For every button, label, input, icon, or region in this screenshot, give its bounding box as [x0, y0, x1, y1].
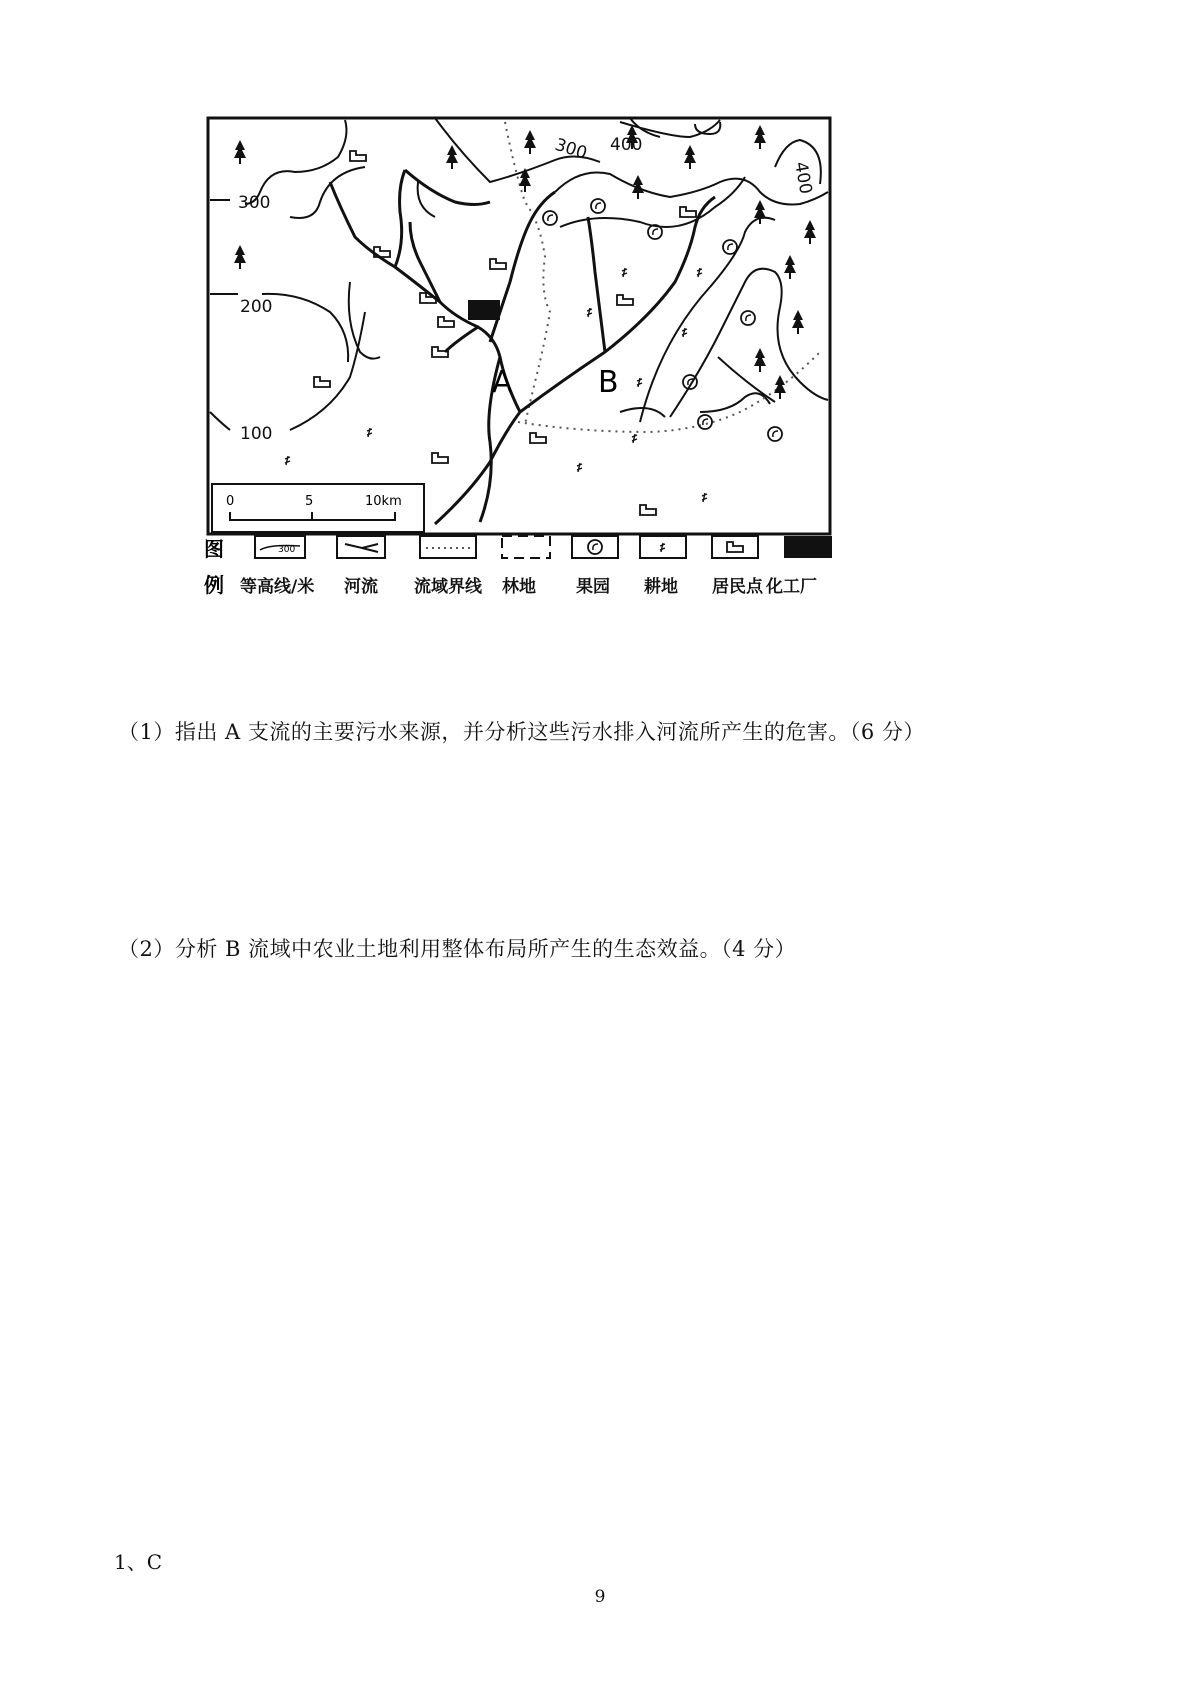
svg-text:5: 5 — [305, 494, 314, 509]
scale-bar — [212, 484, 424, 532]
svg-text:图: 图 — [204, 537, 224, 561]
svg-text:10km: 10km — [365, 494, 402, 509]
chemical-plant-icon — [784, 536, 832, 558]
question-1: （1）指出 A 支流的主要污水来源，并分析这些污水排入河流所产生的危害。（6 分） — [118, 720, 925, 744]
contour-label: 400 — [790, 160, 816, 196]
orchard-icon — [572, 536, 618, 558]
question-2: （2）分析 B 流域中农业土地利用整体布局所产生的生态效益。（4 分） — [118, 937, 797, 961]
legend-label: 流域界线 — [414, 577, 482, 597]
svg-text:0: 0 — [226, 494, 235, 509]
contour-label: 100 — [240, 424, 273, 444]
settlement-symbols — [314, 151, 696, 515]
contour-label: 200 — [240, 297, 273, 317]
svg-text:例: 例 — [204, 573, 224, 597]
answer-line: 1、C — [114, 1550, 163, 1574]
watershed-boundaries — [505, 122, 820, 432]
watershed-map — [200, 112, 920, 652]
rivers — [330, 170, 715, 524]
map-frame — [208, 118, 830, 534]
legend-label: 果园 — [576, 577, 610, 597]
contour-line-icon — [255, 536, 305, 558]
contour-lines — [210, 118, 828, 430]
orchard-symbols — [543, 199, 782, 441]
legend-label: 居民点 — [712, 577, 763, 597]
branch-label-a: A — [492, 365, 513, 400]
svg-text:300: 300 — [278, 545, 296, 555]
branch-label-b: B — [598, 365, 619, 400]
river-icon — [337, 536, 385, 558]
settlement-icon — [712, 536, 758, 558]
watershed-boundary-icon — [420, 536, 476, 558]
legend-label: 河流 — [344, 577, 378, 597]
page-number: 9 — [594, 1587, 606, 1607]
forest-icon — [502, 536, 550, 558]
farmland-icon — [640, 536, 686, 558]
contour-label: 400 — [610, 135, 643, 155]
legend-label: 耕地 — [644, 577, 678, 597]
contour-label: 300 — [552, 134, 590, 164]
legend-label: 化工厂 — [766, 577, 817, 597]
legend-label: 等高线/米 — [240, 577, 315, 597]
chemical-plant-marker — [468, 300, 500, 320]
contour-label: 300 — [238, 193, 271, 213]
legend-label: 林地 — [502, 577, 536, 597]
legend — [204, 536, 832, 597]
